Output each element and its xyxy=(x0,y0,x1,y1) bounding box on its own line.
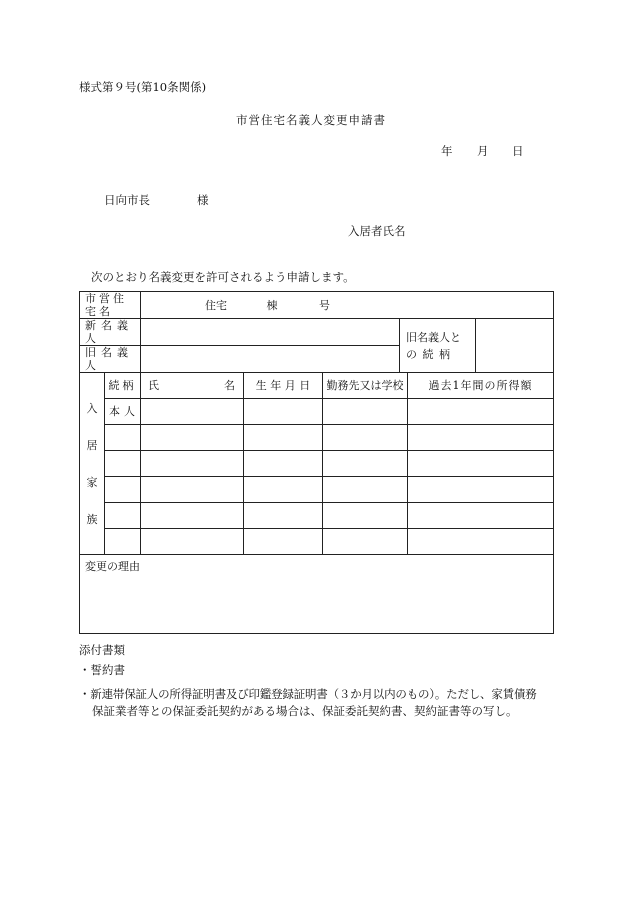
family-row-income[interactable] xyxy=(408,399,554,425)
housing-go: 号 xyxy=(319,298,330,312)
housing-jutaku: 住宅 xyxy=(205,298,227,312)
addressee: 日向市長 xyxy=(104,193,150,207)
relation-label-line-1: 旧名義人と xyxy=(406,330,461,344)
reason-field[interactable] xyxy=(80,555,554,634)
relation-value[interactable] xyxy=(476,319,554,373)
date-year-label: 年 xyxy=(441,144,453,158)
attachment-item-guarantor-cont: 保証業者等との保証委託契約がある場合は、保証委託契約書、契約証書等の写し。 xyxy=(92,704,518,718)
family-row xyxy=(80,477,554,503)
family-row-name[interactable] xyxy=(141,399,244,425)
family-row xyxy=(80,503,554,529)
honorific: 様 xyxy=(197,193,209,207)
family-row-relation: 本人 xyxy=(105,399,141,425)
family-row-birth[interactable] xyxy=(244,399,323,425)
reason-label: 変更の理由 xyxy=(85,560,140,573)
housing-value[interactable] xyxy=(141,292,554,319)
form-number: 様式第９号(第10条関係) xyxy=(79,80,207,94)
family-row xyxy=(80,425,554,451)
new-holder-value[interactable] xyxy=(141,319,400,346)
family-section-label: 入 居 家 族 xyxy=(80,373,105,555)
attachment-item-pledge: ・誓約書 xyxy=(79,663,125,677)
new-holder-label: 新名義人 xyxy=(80,319,141,346)
housing-to: 棟 xyxy=(266,298,278,312)
application-form-table xyxy=(79,291,554,634)
family-row xyxy=(80,529,554,555)
attachment-item-guarantor: ・新連帯保証人の所得証明書及び印鑑登録証明書（３か月以内のもの）。ただし、家賃債務 xyxy=(79,687,537,701)
old-holder-label: 旧名義人 xyxy=(80,346,141,373)
header-workplace: 勤務先又は学校 xyxy=(323,373,408,399)
family-row-work[interactable] xyxy=(323,399,408,425)
family-row xyxy=(80,451,554,477)
relation-label-line-2: の 続 柄 xyxy=(406,347,451,361)
header-relation: 続柄 xyxy=(105,373,141,399)
intro-text: 次のとおり名義変更を許可されるよう申請します。 xyxy=(91,270,355,284)
header-income: 過去1年間の所得額 xyxy=(408,373,554,399)
header-name: 氏 名 xyxy=(141,373,244,399)
attachments-heading: 添付書類 xyxy=(79,643,125,657)
date-month-label: 月 xyxy=(477,144,489,158)
page-title: 市営住宅名義人変更申請書 xyxy=(236,113,386,127)
old-holder-value[interactable] xyxy=(141,346,400,373)
housing-label: 市営住宅名 xyxy=(80,292,141,319)
relation-label xyxy=(400,319,476,373)
applicant-name-label: 入居者氏名 xyxy=(348,224,406,238)
date-day-label: 日 xyxy=(512,144,524,158)
header-birthdate: 生 年 月 日 xyxy=(244,373,323,399)
